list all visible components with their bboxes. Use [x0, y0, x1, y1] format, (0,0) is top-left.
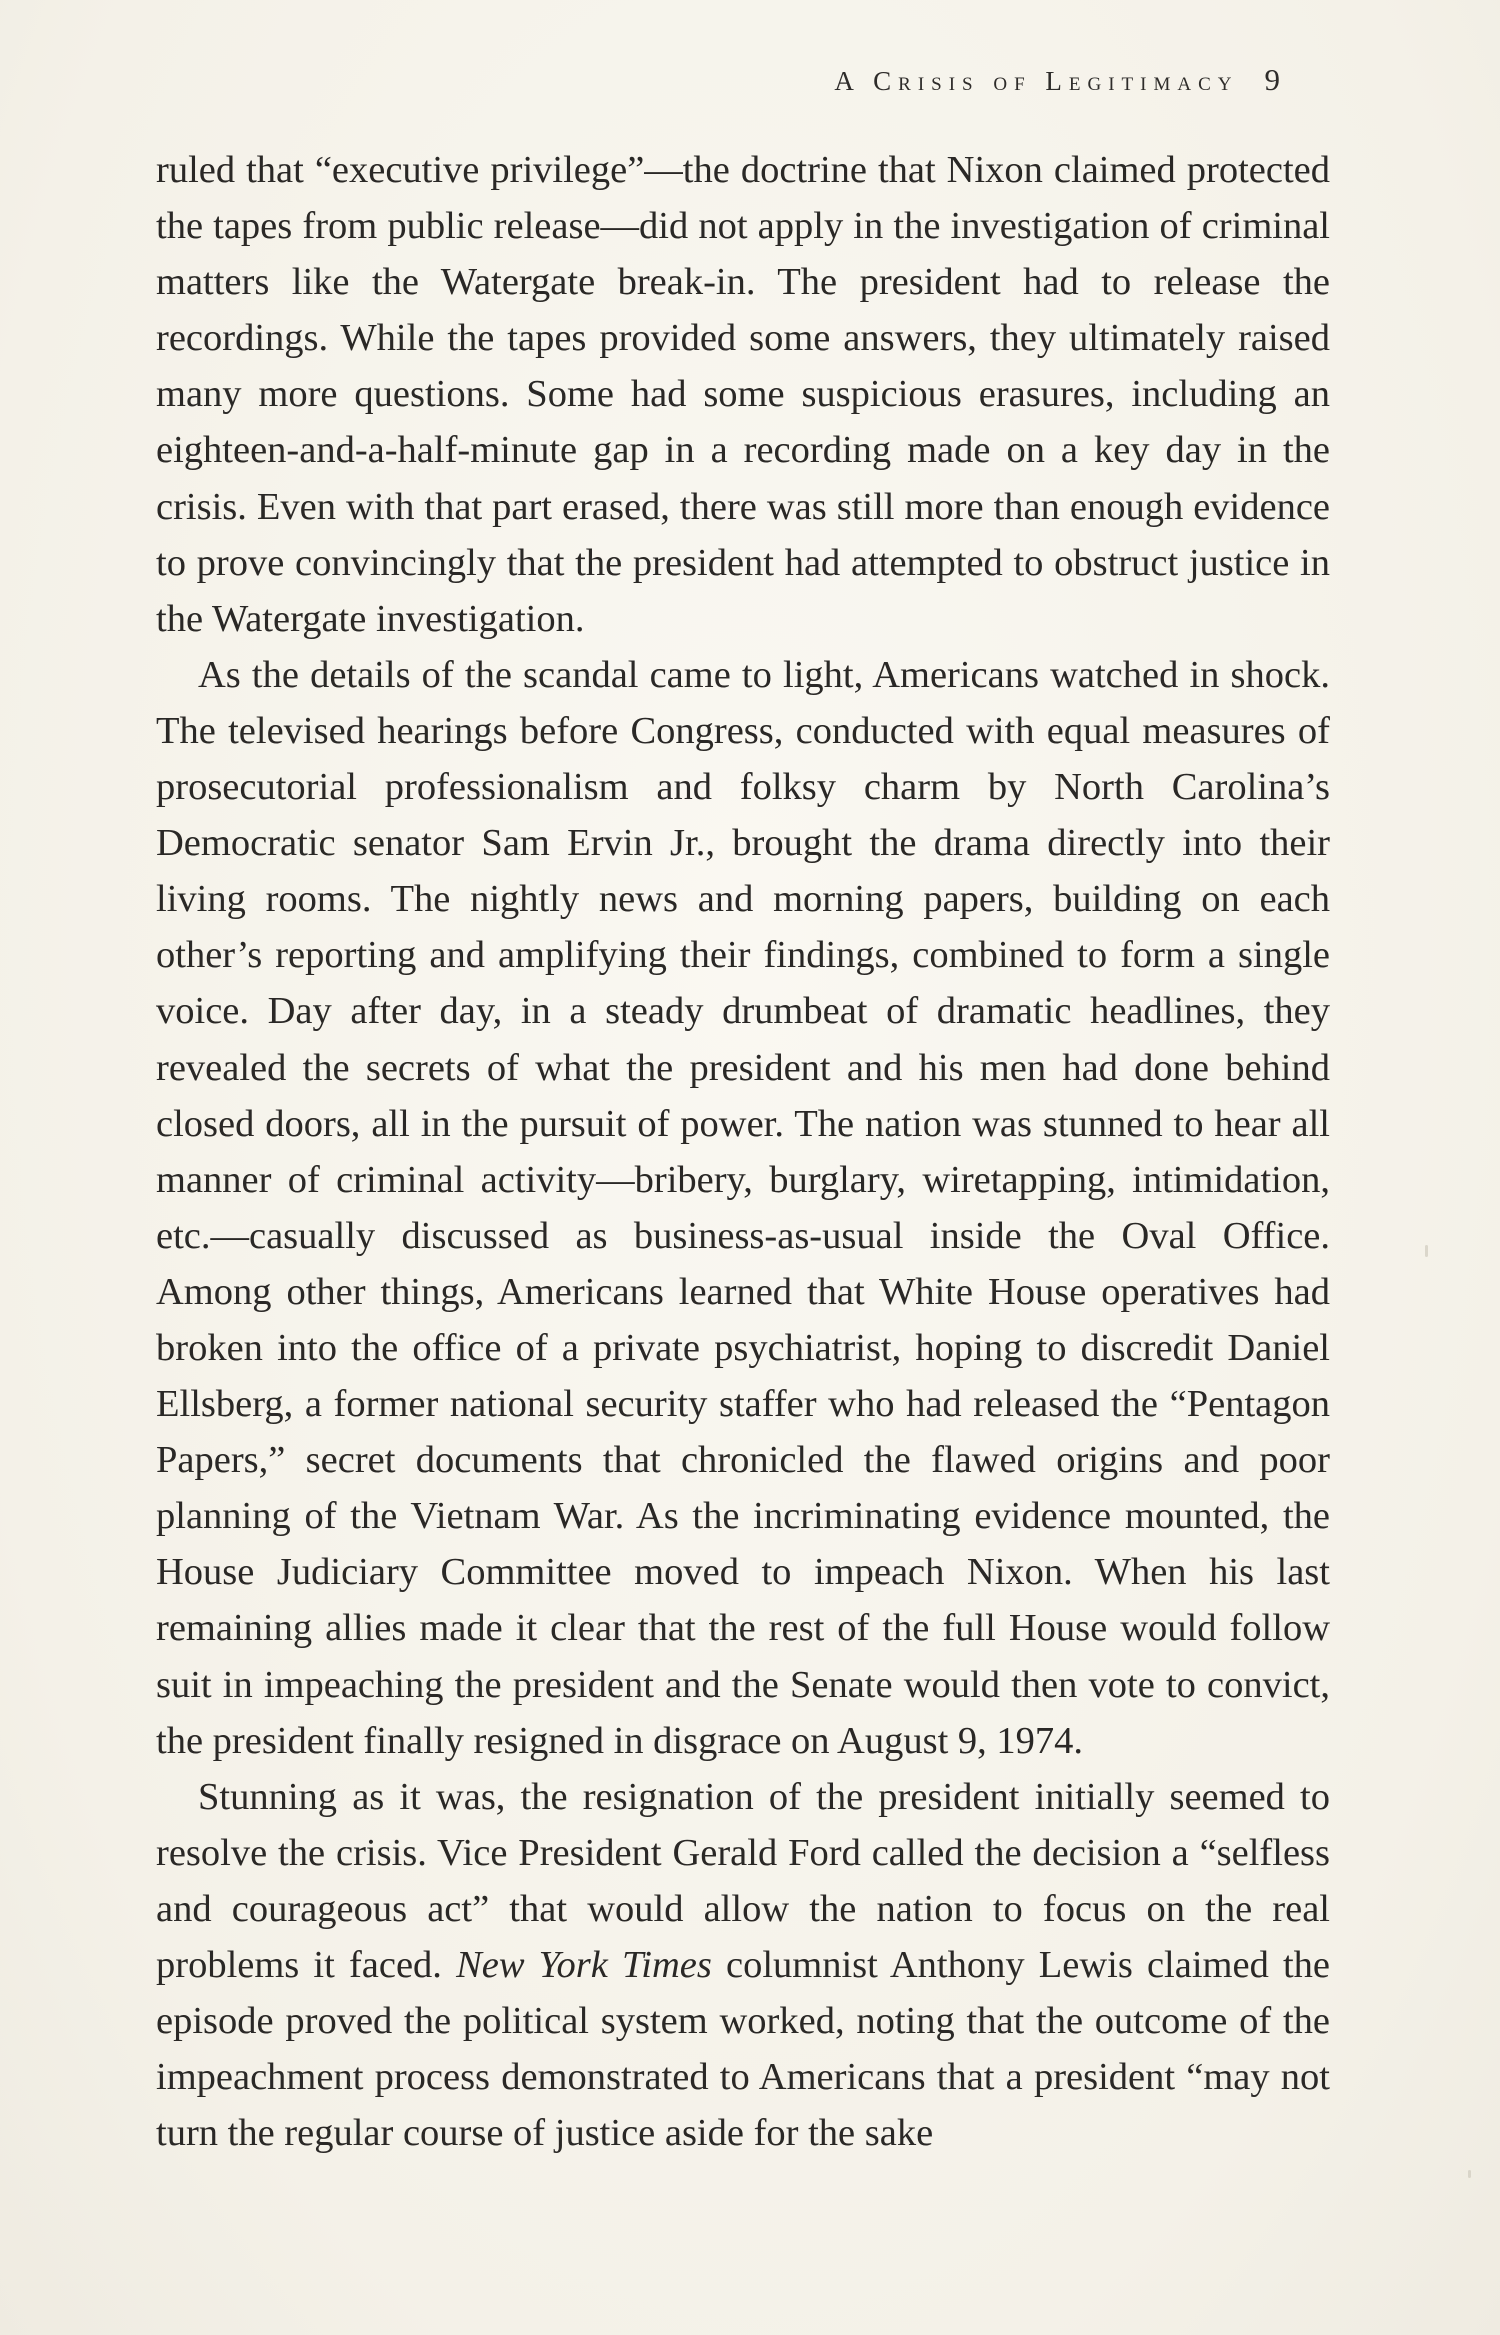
- paragraph-3-text-before: Stunning as it was, the resignation of the president initially seemed to resolve the crisis. Vice President Gerald Ford called the decision a “selfless and courageous act” that would allow the nation to focus on the real problems it faced.: [156, 1775, 1330, 1986]
- paragraph-1: ruled that “executive privilege”—the doctrine that Nixon claimed protected the tapes from public release—did not apply in the investigation of criminal matters like the Watergate break-in. The president had to release the recordings. While the tapes provided some answers, they ultimately raised many more questions. Some had some suspicious erasures, including an eighteen-and-a-half-minute gap in a recording made on a key day in the crisis. Even with that part erased, there was still more than enough evidence to prove convincingly that the president had attempted to obstruct justice in the Watergate investigation.: [156, 149, 1330, 640]
- page-number: 9: [1264, 62, 1280, 97]
- newspaper-title: New York Times: [456, 1944, 712, 1986]
- paragraph-3: [156, 1769, 1330, 2162]
- body-text: [156, 142, 1330, 2161]
- paper-speck: [1468, 2170, 1471, 2178]
- running-head-title: A Crisis of Legitimacy: [834, 66, 1239, 96]
- running-head: [600, 62, 1280, 102]
- paper-speck: [1425, 1245, 1428, 1257]
- paragraph-3-text-after: columnist Anthony Lewis claimed the episode proved the political system worked, noting that the outcome of the impeachment process demonstrated to Americans that a president “may not turn the regular course of justice aside for the sake: [156, 1944, 1330, 2155]
- paragraph-2: As the details of the scandal came to light, Americans watched in shock. The televised hearings before Congress, conducted with equal measures of prosecutorial professionalism and folksy charm by North Carolina’s Democratic senator Sam Ervin Jr., brought the drama directly into their living rooms. The nightly news and morning papers, building on each other’s reporting and amplifying their findings, combined to form a single voice. Day after day, in a steady drumbeat of dramatic headlines, they revealed the secrets of what the president and his men had done behind closed doors, all in the pursuit of power. The nation was stunned to hear all manner of criminal activity—bribery, burglary, wiretapping, intimidation, etc.—casually discussed as business-as-usual inside the Oval Office. Among other things, Americans learned that White House operatives had broken into the office of a private psychiatrist, hoping to discredit Daniel Ellsberg, a former national security staffer who had released the “Pentagon Papers,” secret documents that chronicled the flawed origins and poor planning of the Vietnam War. As the incriminating evidence mounted, the House Judiciary Committee moved to impeach Nixon. When his last remaining allies made it clear that the rest of the full House would follow suit in impeaching the president and the Senate would then vote to convict, the president finally resigned in disgrace on August 9, 1974.: [156, 653, 1330, 1762]
